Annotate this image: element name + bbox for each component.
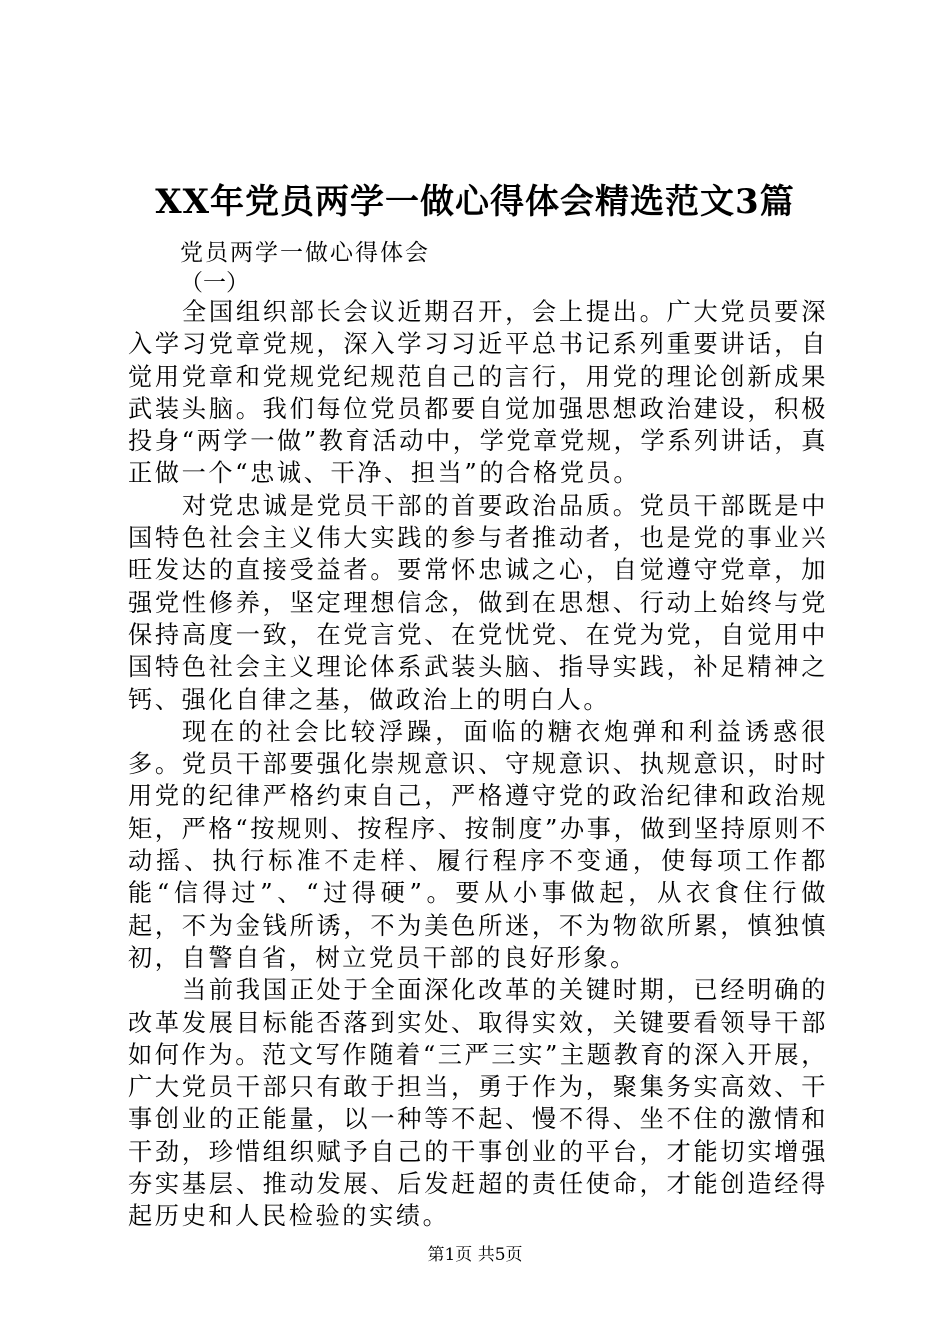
page-footer: 第1页 共5页: [427, 1245, 523, 1265]
document-body: [128, 296, 828, 1233]
paragraph-4: 当前我国正处于全面深化改革的关键时期，已经明确的改革发展目标能否落到实处、取得实效，关键要看领导干部如何作为。范文写作随着“三严三实”主题教育的深入开展，广大党员干部只有敢于担当，勇于作为，聚集务实高效、干事创业的正能量，以一种等不起、慢不得、坐不住的激情和干劲，珍惜组织赋予自己的干事创业的平台，才能切实增强夯实基层、推动发展、后发赶超的责任使命，才能创造经得起历史和人民检验的实绩。: [128, 976, 828, 1231]
section-marker: （一）: [180, 270, 249, 296]
document-subtitle: 党员两学一做心得体会: [180, 240, 430, 266]
document-title: XX年党员两学一做心得体会精选范文3篇: [155, 182, 795, 222]
paragraph-2: 对党忠诚是党员干部的首要政治品质。党员干部既是中国特色社会主义伟大实践的参与者推动者，也是党的事业兴旺发达的直接受益者。要常怀忠诚之心，自觉遵守党章，加强党性修养，坚定理想信念，做到在思想、行动上始终与党保持高度一致，在党言党、在党忧党、在党为党，自觉用中国特色社会主义理论体系武装头脑、指导实践，补足精神之钙、强化自律之基，做政治上的明白人。: [128, 491, 828, 714]
paragraph-1: 全国组织部长会议近期召开，会上提出。广大党员要深入学习党章党规，深入学习习近平总书记系列重要讲话，自觉用党章和党规党纪规范自己的言行，用党的理论创新成果武装头脑。我们每位党员都要自觉加强思想政治建设，积极投身“两学一做”教育活动中，学党章党规，学系列讲话，真正做一个“忠诚、干净、担当”的合格党员。: [128, 298, 828, 488]
paragraph-3: 现在的社会比较浮躁，面临的糖衣炮弹和利益诱惑很多。党员干部要强化崇规意识、守规意识、执规意识，时时用党的纪律严格约束自己，严格遵守党的政治纪律和政治规矩，严格“按规则、按程序、按制度”办事，做到坚持原则不动摇、执行标准不走样、履行程序不变通，使每项工作都能“信得过”、“过得硬”。要从小事做起，从衣食住行做起，不为金钱所诱，不为美色所迷，不为物欲所累，慎独慎初，自警自省，树立党员干部的良好形象。: [128, 717, 828, 972]
